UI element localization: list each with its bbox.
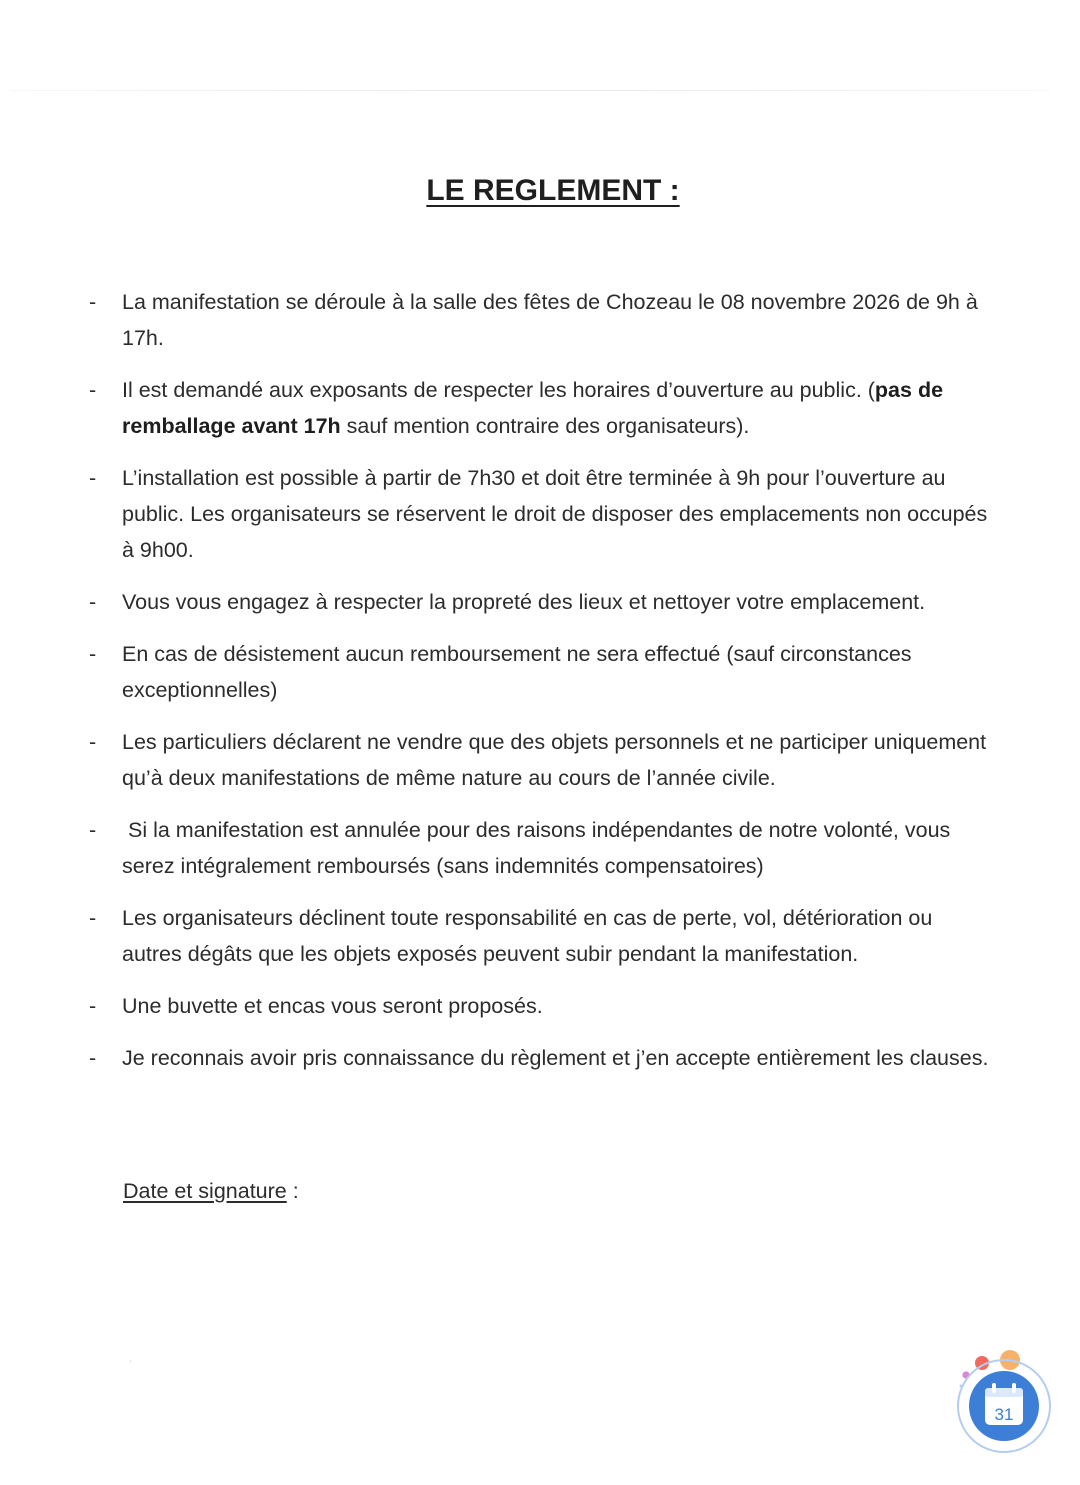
- signature-line: [123, 1173, 299, 1209]
- bullet-dash: -: [89, 818, 97, 842]
- rule-text: [122, 642, 912, 702]
- rule-text: [122, 1046, 988, 1070]
- rule-text: [122, 994, 543, 1018]
- rule-text: [122, 818, 950, 878]
- rule-text: [122, 590, 925, 614]
- rule-text: [122, 906, 932, 966]
- bullet-dash: -: [89, 730, 97, 754]
- rule-item: [0, 460, 1080, 568]
- rule-text-segment: Une buvette et encas vous seront proposés.: [122, 994, 543, 1018]
- rule-item: [0, 724, 1080, 796]
- calendar-icon: [952, 1346, 1056, 1456]
- rule-item: [0, 284, 1080, 356]
- bullet-dash: -: [89, 378, 97, 402]
- rule-text: [122, 466, 987, 562]
- rule-item: [0, 584, 1080, 620]
- rule-text: [122, 378, 943, 438]
- scan-speck: ˌ: [129, 1352, 133, 1363]
- rule-emphasis: pas de remballage avant 17h: [122, 378, 944, 438]
- bullet-dash: -: [89, 1046, 97, 1070]
- signature-suffix: :: [286, 1179, 299, 1203]
- signature-label: Date et signature: [123, 1179, 287, 1203]
- bullet-dash: -: [89, 590, 97, 614]
- bullet-dash: -: [89, 290, 97, 314]
- page-title: LE REGLEMENT :: [426, 174, 680, 208]
- rule-text-segment: Les organisateurs déclinent toute responsabilité en cas de perte, vol, détérioration ou autres dégâts que les objets exposés peuvent subir pendant la manifestation.: [122, 906, 933, 966]
- bullet-dash: -: [89, 466, 97, 490]
- rule-item: [0, 812, 1080, 884]
- rule-text-segment: Vous vous engagez à respecter la propreté des lieux et nettoyer votre emplacement.: [122, 590, 926, 614]
- bullet-dash: -: [89, 994, 97, 1018]
- rule-text-segment: Je reconnais avoir pris connaissance du règlement et j’en accepte entièrement les clauses.: [122, 1046, 989, 1070]
- rules-list: [0, 284, 1080, 1092]
- bullet-dash: -: [89, 906, 97, 930]
- rule-item: [0, 1040, 1080, 1076]
- rule-text-segment: L’installation est possible à partir de 7h30 et doit être terminée à 9h pour l’ouverture au public. Les organisateurs se réservent le droit de disposer des emplacements non occupés à 9h00.: [122, 466, 988, 562]
- rule-item: [0, 900, 1080, 972]
- rule-text-segment: Il est demandé aux exposants de respecter les horaires d’ouverture au public. (: [122, 378, 875, 402]
- rule-text-segment: Les particuliers déclarent ne vendre que des objets personnels et ne participer uniquement qu’à deux manifestations de même nature au cours de l’année civile.: [122, 730, 987, 790]
- bullet-dash: -: [89, 642, 97, 666]
- rule-text-segment: Si la manifestation est annulée pour des raisons indépendantes de notre volonté, vous serez intégralement remboursés (sans indemnités compensatoires): [122, 818, 951, 878]
- rule-item: [0, 372, 1080, 444]
- rule-text: [122, 290, 978, 350]
- rule-text-segment: sauf mention contraire des organisateurs).: [340, 414, 750, 438]
- rule-text: [122, 730, 986, 790]
- rule-item: [0, 636, 1080, 708]
- calendar-widget[interactable]: [952, 1346, 1056, 1456]
- calendar-day: 31: [994, 1405, 1014, 1424]
- top-divider: [10, 90, 1050, 91]
- rule-text-segment: En cas de désistement aucun remboursement ne sera effectué (sauf circonstances exceptionnelles): [122, 642, 912, 702]
- rule-text-segment: La manifestation se déroule à la salle des fêtes de Chozeau le 08 novembre 2026 de 9h à 17h.: [122, 290, 978, 350]
- rule-item: [0, 988, 1080, 1024]
